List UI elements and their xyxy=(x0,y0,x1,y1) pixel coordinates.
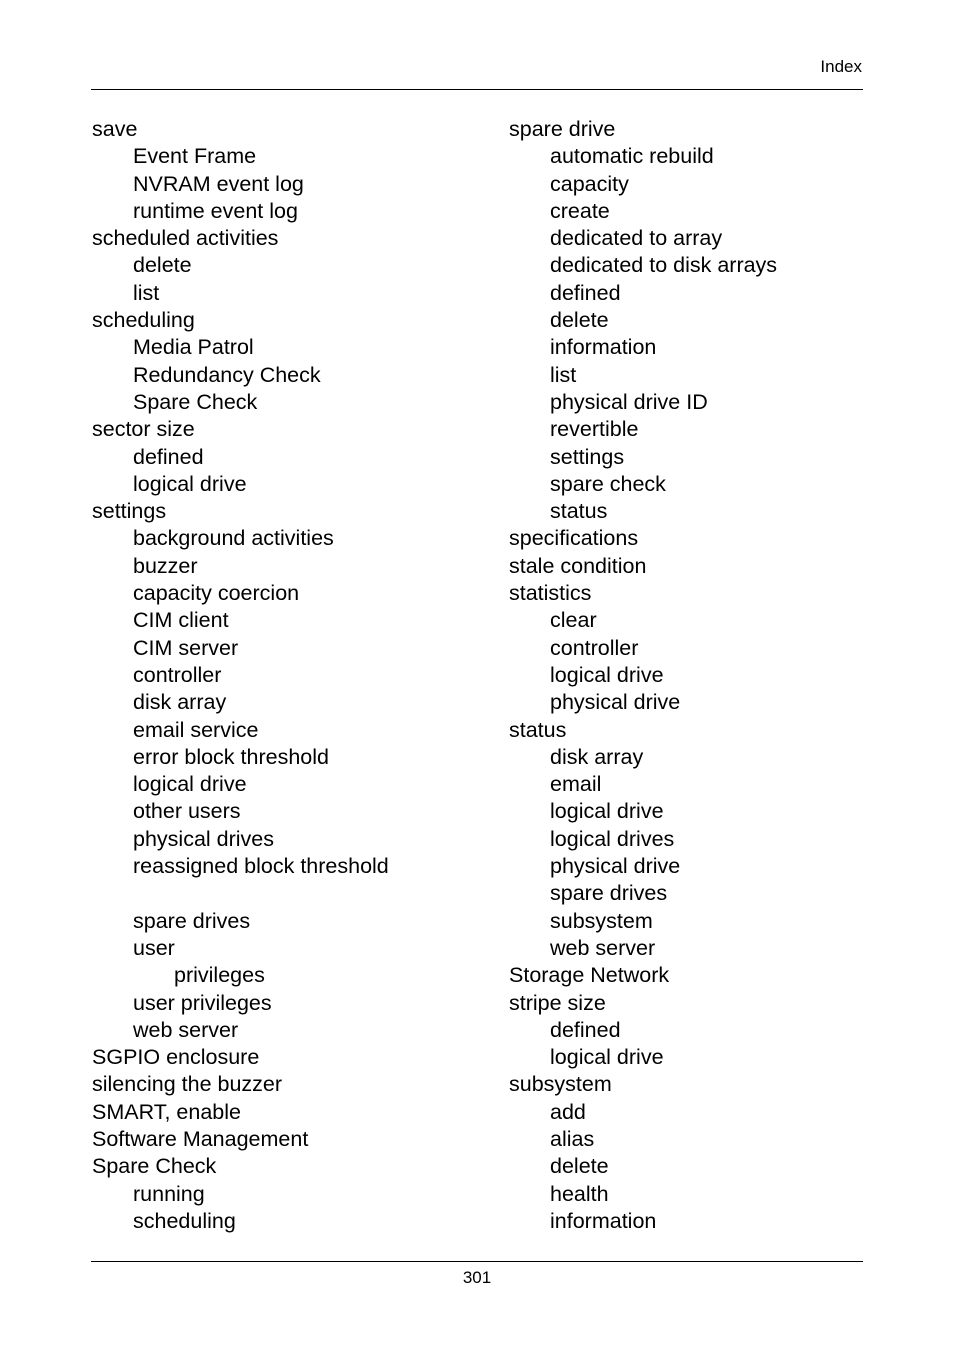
index-entry: error block threshold xyxy=(133,744,329,769)
index-entry: user privileges xyxy=(133,990,272,1015)
index-entry: reassigned block threshold xyxy=(133,854,389,879)
index-column-right xyxy=(509,116,863,1235)
index-entry: physical drive ID xyxy=(550,389,708,414)
index-entry: controller xyxy=(133,662,222,687)
index-entry: defined xyxy=(133,444,204,469)
index-entry: logical drive xyxy=(550,1045,664,1070)
index-entry: logical drive xyxy=(550,662,664,687)
index-entry: disk array xyxy=(550,744,644,769)
index-entry: logical drive xyxy=(550,799,664,824)
index-entry: Storage Network xyxy=(509,963,670,988)
index-entry: scheduling xyxy=(133,1208,236,1233)
index-entry: Spare Check xyxy=(92,1154,217,1179)
index-entry: clear xyxy=(550,608,597,633)
index-entry: controller xyxy=(550,635,639,660)
index-entry: physical drive xyxy=(550,854,681,879)
index-entry: revertible xyxy=(550,417,639,442)
index-entry: Redundancy Check xyxy=(133,362,321,387)
index-entry: status xyxy=(550,499,608,524)
index-entry: automatic rebuild xyxy=(550,144,714,169)
index-entry: information xyxy=(550,1208,657,1233)
index-entry: spare drive xyxy=(509,117,616,141)
index-entry: Media Patrol xyxy=(133,335,254,360)
index-entry: list xyxy=(550,362,577,387)
index-entry: background activities xyxy=(133,526,334,551)
index-entry: delete xyxy=(550,1154,609,1179)
index-entry: logical drive xyxy=(133,772,247,797)
index-entry: capacity coercion xyxy=(133,581,300,606)
index-entry: NVRAM event log xyxy=(133,171,304,196)
page-number: 301 xyxy=(462,1268,492,1287)
index-entry: Event Frame xyxy=(133,144,257,169)
index-entry: specifications xyxy=(509,526,639,551)
header-rule xyxy=(91,89,863,90)
index-entry: scheduling xyxy=(92,308,195,333)
index-entry: SGPIO enclosure xyxy=(92,1045,260,1070)
index-entry: capacity xyxy=(550,171,629,196)
index-entry: CIM client xyxy=(133,608,229,633)
index-entry: dedicated to array xyxy=(550,226,723,251)
index-entry: defined xyxy=(550,280,621,305)
running-header: Index xyxy=(820,57,862,76)
index-entry: settings xyxy=(92,499,167,524)
index-entry: defined xyxy=(550,1017,621,1042)
index-entry: subsystem xyxy=(550,908,653,933)
index-entry: CIM server xyxy=(133,635,239,660)
index-entry: dedicated to disk arrays xyxy=(550,253,778,278)
index-entry: add xyxy=(550,1099,586,1124)
index-entry: spare drives xyxy=(550,881,668,906)
index-entry: subsystem xyxy=(509,1072,612,1097)
index-entry: running xyxy=(133,1181,205,1206)
index-column-left xyxy=(92,116,492,1235)
index-entry: information xyxy=(550,335,657,360)
index-entry: status xyxy=(509,717,567,742)
index-entry: create xyxy=(550,198,610,223)
index-entry: web server xyxy=(550,935,656,960)
index-entry: list xyxy=(133,280,160,305)
index-entry: buzzer xyxy=(133,553,198,578)
index-entry: Spare Check xyxy=(133,389,258,414)
index-entry: runtime event log xyxy=(133,198,298,223)
index-entry: Software Management xyxy=(92,1126,309,1151)
index-entry: stale condition xyxy=(509,553,647,578)
index-entry: spare check xyxy=(550,471,666,496)
index-entry: user xyxy=(133,935,175,960)
index-entry: silencing the buzzer xyxy=(92,1072,283,1097)
index-entry: web server xyxy=(133,1017,239,1042)
index-entry: alias xyxy=(550,1126,595,1151)
index-entry: delete xyxy=(550,308,609,333)
index-entry: physical drives xyxy=(133,826,274,851)
index-entry: logical drive xyxy=(133,471,247,496)
index-entry: SMART, enable xyxy=(92,1099,241,1124)
index-entry: health xyxy=(550,1181,609,1206)
index-entry: logical drives xyxy=(550,826,675,851)
index-entry: physical drive xyxy=(550,690,681,715)
footer-rule xyxy=(91,1261,863,1262)
index-entry: privileges xyxy=(174,963,265,988)
index-entry xyxy=(92,880,492,907)
index-entry: sector size xyxy=(92,417,195,442)
index-entry: email service xyxy=(133,717,259,742)
index-entry: email xyxy=(550,772,602,797)
index-entry: stripe size xyxy=(509,990,606,1015)
index-entry: spare drives xyxy=(133,908,251,933)
index-entry: delete xyxy=(133,253,192,278)
index-entry: other users xyxy=(133,799,241,824)
index-entry: save xyxy=(92,117,138,141)
index-entry: scheduled activities xyxy=(92,226,279,251)
index-entry: settings xyxy=(550,444,625,469)
index-entry: statistics xyxy=(509,581,592,606)
index-entry: disk array xyxy=(133,690,227,715)
